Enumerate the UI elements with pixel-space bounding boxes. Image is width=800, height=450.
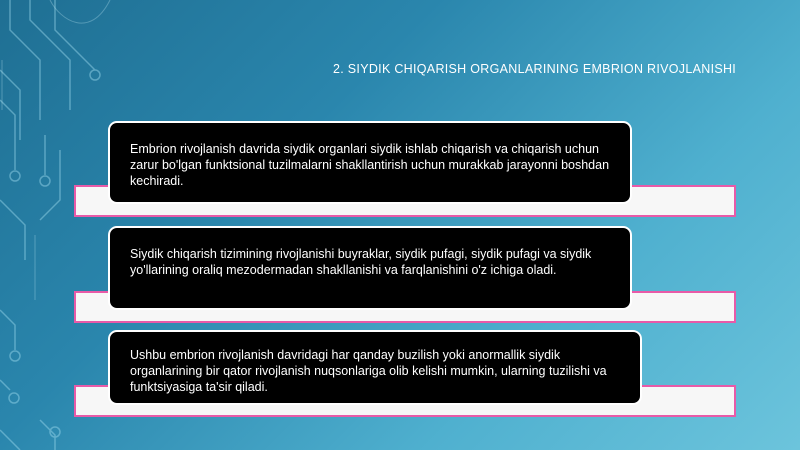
text-block-1: Embrion rivojlanish davrida siydik organlari siydik ishlab chiqarish va chiqarish uchun zarur bo'lgan funktsional tuzilmalarni shakllantirish uchun murakkab jarayonni boshdan kechiradi. (108, 121, 632, 204)
slide-title: 2. SIYDIK CHIQARISH ORGANLARINING EMBRION RIVOJLANISHI (333, 62, 737, 76)
text-block-2: Siydik chiqarish tizimining rivojlanishi buyraklar, siydik pufagi, siydik pufagi va siydik yo'llarining oraliq mezodermadan shakllanishi va farqlanishini o'z ichiga oladi. (108, 226, 632, 310)
text-block-3: Ushbu embrion rivojlanish davridagi har qanday buzilish yoki anormallik siydik organlarining bir qator rivojlanish nuqsonlariga olib kelishi mumkin, ularning tuzilishi va funktsiyasiga ta'sir qiladi. (108, 330, 642, 405)
